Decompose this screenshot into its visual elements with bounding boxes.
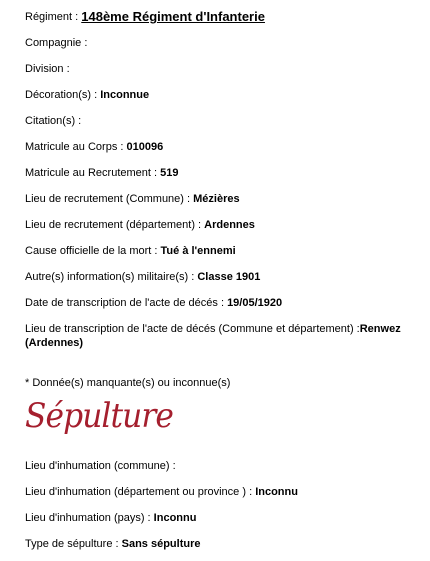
lieu-recrutement-commune-value: Mézières: [193, 193, 240, 205]
citation-row: [25, 114, 81, 128]
date-transcription-label: Date de transcription de l'acte de décés :: [25, 297, 228, 309]
decoration-row: [25, 88, 149, 102]
compagnie-label: Compagnie :: [25, 37, 88, 49]
missing-data-note: * Donnée(s) manquante(s) ou inconnue(s): [25, 377, 231, 389]
regiment-label: Régiment :: [25, 11, 82, 23]
regiment-row: [25, 10, 265, 24]
inhumation-pays-label: Lieu d'inhumation (pays) :: [25, 512, 154, 524]
division-label: Division :: [25, 63, 70, 75]
matricule-corps-value: 010096: [126, 141, 164, 153]
matricule-recrutement-label: Matricule au Recrutement :: [25, 167, 161, 179]
lieu-recrutement-departement-value: Ardennes: [204, 219, 255, 231]
compagnie-row: [25, 36, 87, 50]
inhumation-departement-value: Inconnu: [255, 486, 298, 498]
matricule-recrutement-value: 519: [160, 167, 179, 179]
lieu-recrutement-commune-row: [25, 192, 240, 206]
inhumation-pays-value: Inconnu: [153, 512, 197, 524]
sepulture-title: Sépulture: [25, 396, 174, 436]
inhumation-pays-row: [25, 511, 196, 525]
matricule-corps-label: Matricule au Corps :: [25, 141, 127, 153]
decoration-label: Décoration(s) :: [25, 89, 101, 101]
autres-info-value: Classe 1901: [197, 271, 261, 283]
matricule-recrutement-row: [25, 166, 178, 180]
division-row: [25, 62, 70, 76]
inhumation-commune-label: Lieu d'inhumation (commune) :: [25, 460, 176, 472]
matricule-corps-row: [25, 140, 163, 154]
decoration-value: Inconnue: [100, 89, 150, 101]
lieu-transcription-row: [25, 322, 409, 350]
lieu-recrutement-departement-label: Lieu de recrutement (département) :: [25, 219, 205, 231]
date-transcription-row: [25, 296, 282, 310]
citation-label: Citation(s) :: [25, 115, 82, 127]
lieu-transcription-value: Renwez (Ardennes): [25, 323, 401, 349]
autres-info-row: [25, 270, 260, 284]
lieu-recrutement-departement-row: [25, 218, 255, 232]
autres-info-label: Autre(s) information(s) militaire(s) :: [25, 271, 198, 283]
inhumation-departement-row: [25, 485, 298, 499]
type-sepulture-row: [25, 537, 200, 551]
cause-mort-label: Cause officielle de la mort :: [25, 245, 161, 257]
lieu-transcription-label: Lieu de transcription de l'acte de décés (Commune et département) :: [25, 323, 360, 335]
type-sepulture-value: Sans sépulture: [121, 538, 201, 550]
cause-mort-row: [25, 244, 236, 258]
date-transcription-value: 19/05/1920: [227, 297, 283, 309]
inhumation-departement-label: Lieu d'inhumation (département ou province ) :: [25, 486, 256, 498]
type-sepulture-label: Type de sépulture :: [25, 538, 122, 550]
lieu-recrutement-commune-label: Lieu de recrutement (Commune) :: [25, 193, 194, 205]
regiment-link[interactable]: 148ème Régiment d'Infanterie: [81, 9, 265, 24]
inhumation-commune-row: [25, 459, 176, 473]
cause-mort-value: Tué à l'ennemi: [160, 245, 236, 257]
